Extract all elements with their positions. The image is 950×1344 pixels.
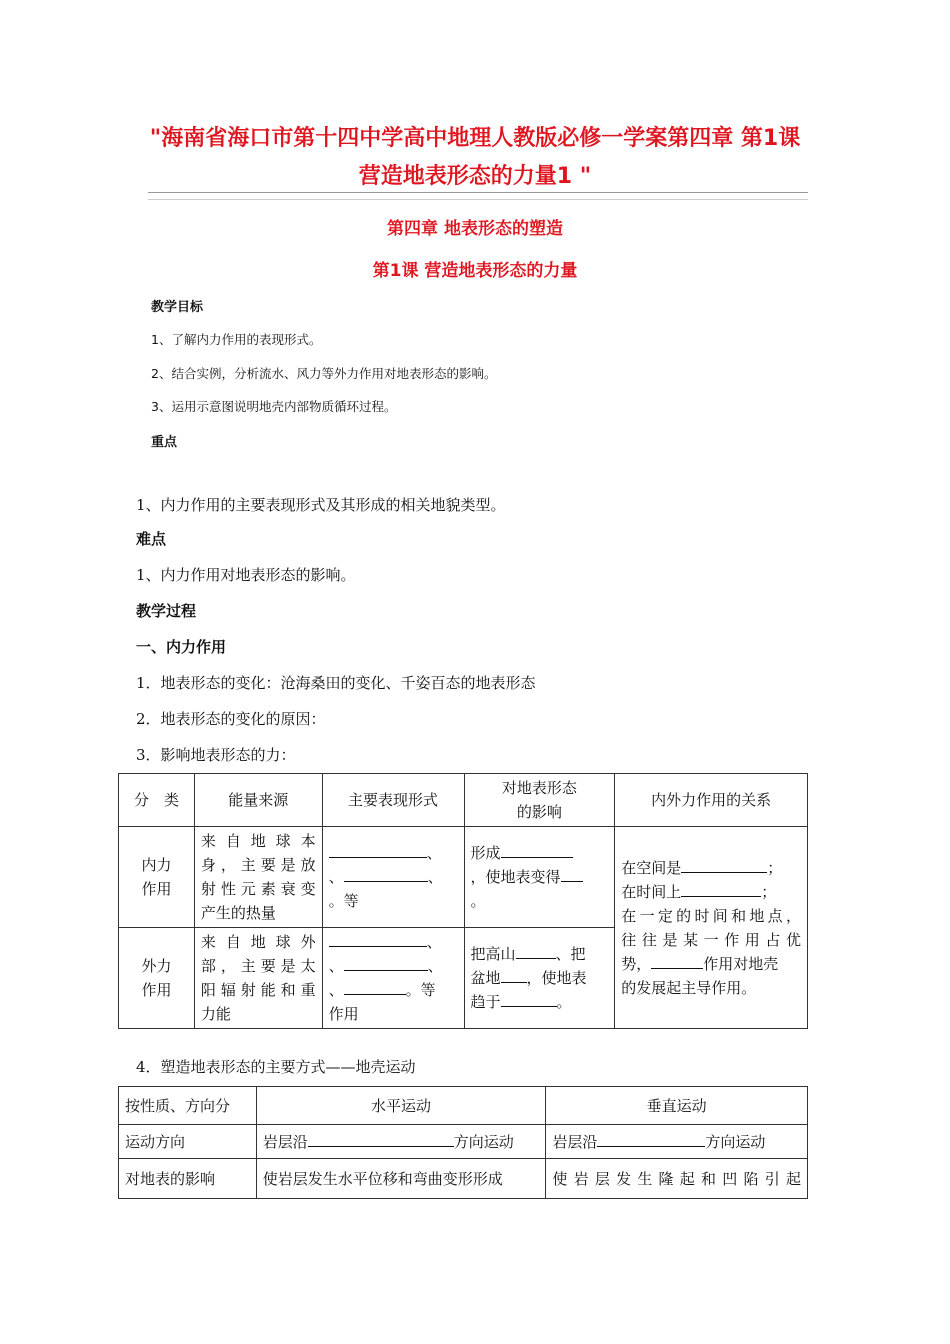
impact-cell [464,827,615,928]
document-title-line1: "海南省海口市第十四中学高中地理人教版必修一学案第四章 第1课 [149,126,801,151]
separator: 、 [426,844,442,862]
relation-text: 在一定的时间和地点， [621,906,801,925]
forms-cell [322,928,464,1029]
impact-text: 把高山 [470,945,516,963]
fill-blank[interactable] [344,979,406,995]
table-header-row [119,774,808,827]
fill-blank[interactable] [681,881,761,897]
row-label: 运动方向 [119,1125,257,1159]
energy-line: 来自地球外 [200,933,316,951]
table-row [119,1159,808,1199]
forces-table [118,773,808,1029]
impact-text: ，使地表变得 [470,868,561,886]
difficulty-item: 1、内力作用对地表形态的影响。 [136,566,356,584]
fill-blank[interactable] [308,1131,454,1147]
horizontal-direction-cell [256,1125,546,1159]
category-line: 作用 [141,880,172,898]
impact-text: 盆地 [470,969,501,987]
header-impact-line1: 对地表形态 [501,779,577,797]
category-cell [119,928,195,1029]
fill-blank[interactable] [651,953,703,969]
impact-cell [464,928,615,1029]
objective-item: 1、了解内力作用的表现形式。 [151,332,322,347]
category-line: 外力 [141,957,172,975]
header-classification: 按性质、方向分 [119,1087,257,1125]
fill-blank[interactable] [597,1131,705,1147]
header-horizontal: 水平运动 [256,1087,546,1125]
separator: 、 [328,957,344,975]
difficulty-heading: 难点 [136,530,167,548]
forms-end: 。等 [405,981,436,999]
objectives-heading: 教学目标 [151,300,204,315]
relation-text: ； [767,858,783,877]
chapter-title: 第四章 地表形态的塑造 [387,219,563,239]
cell-text: 方向运动 [705,1132,766,1151]
header-impact-line2: 的影响 [516,803,562,821]
fill-blank[interactable] [501,967,527,983]
cell-text: 岩层沿 [552,1132,598,1151]
point-item: 3．影响地表形态的力： [136,746,296,764]
fill-blank[interactable] [561,866,583,882]
energy-line: 射性元素衰变 [200,880,316,898]
separator: 、 [328,981,344,999]
impact-text: 。 [470,892,486,910]
energy-line: 部，主要是太 [200,957,316,975]
crust-movement-table [118,1086,808,1199]
energy-line: 产生的热量 [200,904,276,922]
objective-item: 2、结合实例，分析流水、风力等外力作用对地表形态的影响。 [151,366,497,381]
fill-blank[interactable] [501,991,557,1007]
category-line: 内力 [141,856,172,874]
header-vertical: 垂直运动 [546,1087,808,1125]
vertical-impact-cell: 使岩层发生隆起和凹陷引起 [546,1159,808,1199]
key-point-item: 1、内力作用的主要表现形式及其形成的相关地貌类型。 [136,496,506,514]
lesson-title: 第1课 营造地表形态的力量 [372,261,578,281]
impact-text: 形成 [470,844,501,862]
title-divider [148,192,808,193]
energy-line: 力能 [200,1005,231,1023]
impact-text: ，使地表 [526,969,587,987]
relationship-cell [615,827,808,1029]
vertical-direction-cell [546,1125,808,1159]
impact-text: 趋于 [470,993,501,1011]
cell-text: 方向运动 [453,1132,514,1151]
document-title-line2: 营造地表形态的力量1 " [358,164,592,189]
relation-text: 作用对地壳 [703,954,779,973]
title-divider-shadow [148,199,808,200]
relation-text: ； [761,882,777,901]
cell-text: 岩层沿 [262,1132,308,1151]
fill-blank[interactable] [501,842,573,858]
energy-cell [194,827,322,928]
row-label: 对地表的影响 [119,1159,257,1199]
relation-text: 的发展起主导作用。 [621,978,757,997]
fill-blank[interactable] [344,866,428,882]
energy-line: 来自地球本 [200,832,316,850]
process-heading: 教学过程 [136,602,197,620]
impact-text: 、把 [555,945,586,963]
relation-text: 在时间上 [621,882,682,901]
table-header-row [119,1087,808,1125]
fill-blank[interactable] [681,857,767,873]
separator: 、 [328,868,344,886]
horizontal-impact-cell: 使岩层发生水平位移和弯曲变形形成 [256,1159,546,1199]
header-main-forms: 主要表现形式 [322,774,464,827]
forms-end: 作用 [328,1005,359,1023]
category-cell [119,827,195,928]
point-item: 2．地表形态的变化的原因： [136,710,326,728]
energy-cell [194,928,322,1029]
energy-line: 阳辐射能和重 [200,981,316,999]
header-relationship: 内外力作用的关系 [615,774,808,827]
energy-line: 身，主要是放 [200,856,316,874]
fill-blank[interactable] [329,931,427,947]
table-row [119,1125,808,1159]
header-category: 分 类 [119,774,195,827]
key-points-heading: 重点 [151,435,178,450]
fill-blank[interactable] [344,955,428,971]
objective-item: 3、运用示意图说明地壳内部物质循环过程。 [151,399,397,414]
table-row [119,827,808,928]
impact-text: 。 [556,993,572,1011]
point-item: 4．塑造地表形态的主要方式——地壳运动 [136,1058,416,1076]
relation-text: 往往是某一作用占优 [621,930,801,949]
section-heading: 一、内力作用 [136,638,227,656]
separator: 、 [427,868,443,886]
fill-blank[interactable] [329,842,427,858]
forms-end: 。等 [328,892,359,910]
header-impact [464,774,615,827]
forms-cell [322,827,464,928]
category-line: 作用 [141,981,172,999]
separator: 、 [427,957,443,975]
relation-text: 在空间是 [621,858,682,877]
point-item: 1．地表形态的变化：沧海桑田的变化、千姿百态的地表形态 [136,674,536,692]
header-energy-source: 能量来源 [194,774,322,827]
relation-text: 势， [621,954,652,973]
fill-blank[interactable] [516,943,556,959]
separator: 、 [426,933,442,951]
